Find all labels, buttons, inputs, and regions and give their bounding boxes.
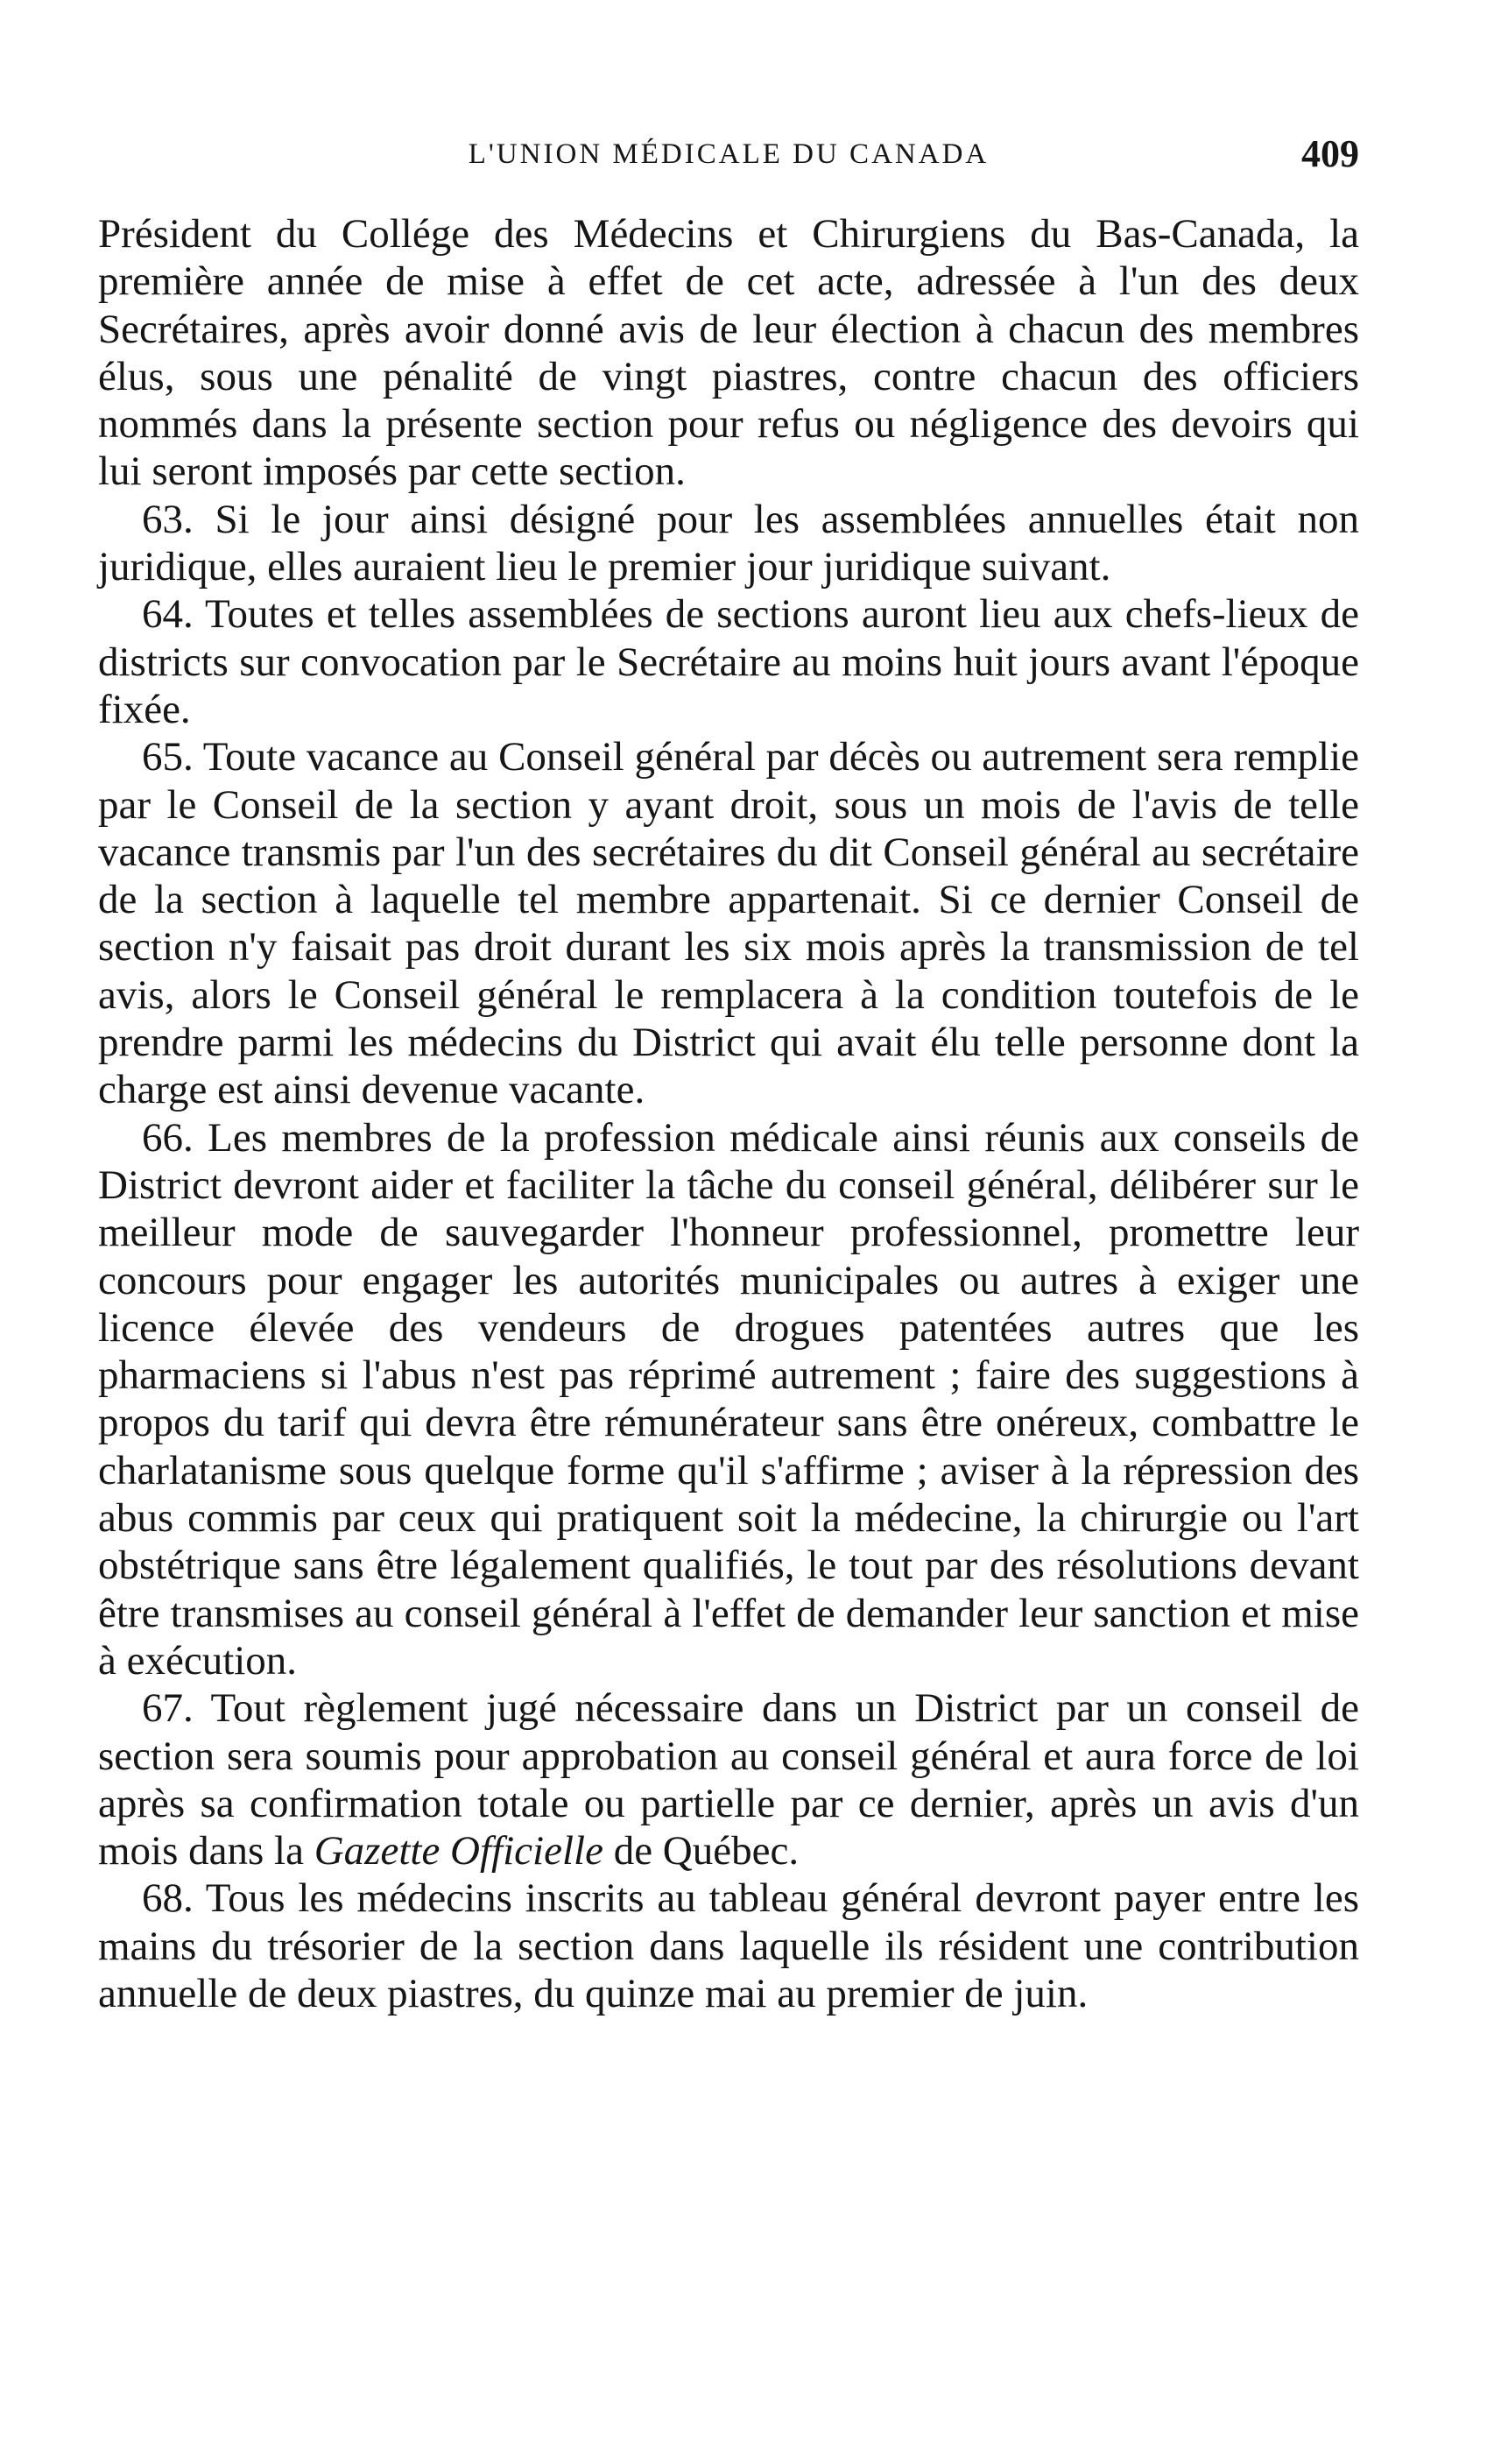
page-number: 409 (1301, 132, 1359, 175)
article-text: Toutes et telles assemblées de sections auront lieu aux chefs-lieux de districts sur convocation par le Secrétaire au moins huit jours avant l'époque fixée. (98, 591, 1359, 732)
article-text: Toute vacance au Conseil général par décès ou autrement sera remplie par le Conseil de la section y ayant droit, sous un mois de l'avis de telle vacance transmis par l'un des secrétaires du dit Conseil général au secrétaire de la section à laquelle tel membre appartenait. Si ce dernier Conseil de section n'y faisait pas droit durant les six mois après la transmission de tel avis, alors le Conseil général le remplacera à la condition toutefois de le prendre parmi les médecins du District qui avait élu telle personne dont la charge est ainsi devenue vacante. (98, 734, 1359, 1113)
running-title: L'UNION MÉDICALE DU CANADA (468, 138, 990, 170)
article-66 (98, 1114, 1359, 1685)
article-number: 65. (142, 734, 194, 780)
article-text: Les membres de la profession médicale ainsi réunis aux conseils de District devront aider et faciliter la tâche du conseil général, délibérer sur le meilleur mode de sauvegarder l'honneur professionnel, promettre leur concours pour engager les autorités municipales ou autres à exiger une licence élevée des vendeurs de drogues patentées autres que les pharmaciens si l'abus n'est pas réprimé autrement ; faire des suggestions à propos du tarif qui devra être rémunérateur sans être onéreux, combattre le charlatanisme sous quelque forme qu'il s'affirme ; aviser à la répression des abus commis par ceux qui pratiquent soit la médecine, la chirurgie ou l'art obstétrique sans être légalement qualifiés, le tout par des résolutions devant être transmises au conseil général à l'effet de demander leur sanction et mise à exécution. (98, 1114, 1359, 1684)
body-text (98, 210, 1359, 2017)
article-63 (98, 496, 1359, 591)
running-header (98, 131, 1359, 184)
paragraph-continuation (98, 210, 1359, 496)
article-65 (98, 733, 1359, 1113)
article-number: 66. (142, 1114, 194, 1161)
article-text-tail: de Québec. (613, 1828, 800, 1874)
article-text: Si le jour ainsi désigné pour les assemblées annuelles était non juridique, elles auraient lieu le premier jour juridique suivant. (98, 496, 1360, 590)
article-number: 67. (142, 1685, 194, 1732)
article-67 (98, 1684, 1359, 1874)
article-number: 63. (142, 496, 194, 542)
gazette-title: Gazette Officielle (314, 1828, 603, 1874)
article-64 (98, 590, 1359, 733)
article-text: Tous les médecins inscrits au tableau général devront payer entre les mains du trésorier de la section dans laquelle ils résident une contribution annuelle de deux piastres, du quinze mai au premier de juin. (98, 1875, 1359, 2016)
article-number: 64. (142, 591, 194, 638)
article-68 (98, 1874, 1359, 2017)
article-number: 68. (142, 1875, 194, 1922)
paragraph-text: Président du Collége des Médecins et Chirurgiens du Bas-Canada, la première année de mise à effet de cet acte, adressée à l'un des deux Secrétaires, après avoir donné avis de leur élection à chacun des membres élus, sous une pénalité de vingt piastres, contre chacun des officiers nommés dans la présente section pour refus ou négligence des devoirs qui lui seront imposés par cette section. (98, 211, 1359, 495)
article-text: Tout règlement jugé nécessaire dans un District par un conseil de section sera soumis pour approbation au conseil général et aura force de loi après sa confirmation totale ou partielle par ce dernier, après un avis d'un mois dans la (98, 1685, 1359, 1874)
